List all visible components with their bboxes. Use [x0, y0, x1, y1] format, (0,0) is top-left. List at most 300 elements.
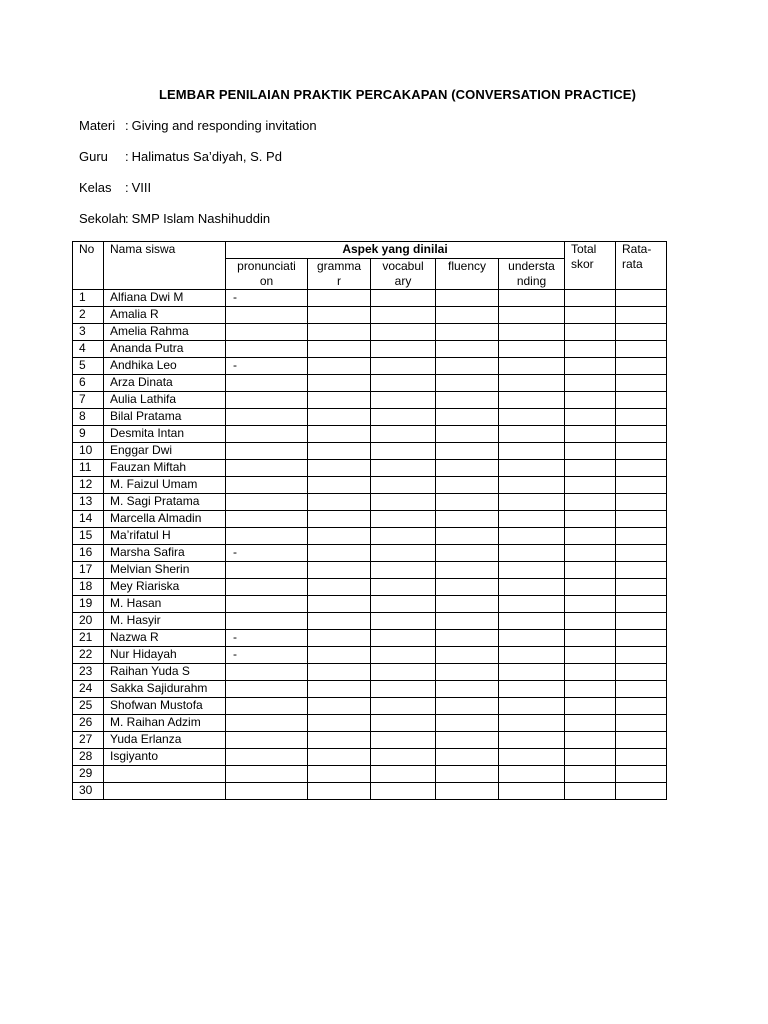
total-score: [565, 630, 616, 647]
score-vocabulary: [371, 341, 436, 358]
total-score: [565, 528, 616, 545]
score-grammar: [308, 460, 371, 477]
average-score: [616, 307, 667, 324]
score-grammar: [308, 732, 371, 749]
table-row: [73, 715, 667, 732]
score-pronunciation: -: [226, 290, 308, 307]
table-row: [73, 324, 667, 341]
score-understanding: [499, 715, 565, 732]
average-score: [616, 732, 667, 749]
total-score: [565, 698, 616, 715]
score-fluency: [436, 392, 499, 409]
total-score: [565, 494, 616, 511]
score-pronunciation: [226, 562, 308, 579]
total-score: [565, 596, 616, 613]
score-grammar: [308, 664, 371, 681]
score-pronunciation: [226, 477, 308, 494]
row-number: 29: [73, 766, 104, 783]
total-score: [565, 290, 616, 307]
table-row: [73, 409, 667, 426]
header-no: No: [73, 242, 104, 290]
score-understanding: [499, 681, 565, 698]
table-row: [73, 290, 667, 307]
header-aspect-fluency: fluency: [436, 259, 499, 290]
score-fluency: [436, 528, 499, 545]
score-grammar: [308, 341, 371, 358]
score-vocabulary: [371, 732, 436, 749]
student-name: Amalia R: [104, 307, 226, 324]
table-row: [73, 375, 667, 392]
average-score: [616, 477, 667, 494]
table-row: [73, 664, 667, 681]
row-number: 20: [73, 613, 104, 630]
header-aspect-group: Aspek yang dinilai: [226, 242, 565, 259]
score-vocabulary: [371, 358, 436, 375]
student-name: M. Hasan: [104, 596, 226, 613]
average-score: [616, 698, 667, 715]
student-name: Enggar Dwi: [104, 443, 226, 460]
average-score: [616, 290, 667, 307]
row-number: 6: [73, 375, 104, 392]
score-pronunciation: [226, 715, 308, 732]
score-pronunciation: -: [226, 358, 308, 375]
row-number: 28: [73, 749, 104, 766]
score-grammar: [308, 783, 371, 800]
average-score: [616, 664, 667, 681]
average-score: [616, 749, 667, 766]
student-name: M. Faizul Umam: [104, 477, 226, 494]
score-pronunciation: [226, 749, 308, 766]
total-score: [565, 783, 616, 800]
student-name: Arza Dinata: [104, 375, 226, 392]
score-grammar: [308, 545, 371, 562]
score-vocabulary: [371, 528, 436, 545]
score-grammar: [308, 698, 371, 715]
score-vocabulary: [371, 579, 436, 596]
score-grammar: [308, 443, 371, 460]
info-label: Materi: [79, 118, 116, 133]
score-fluency: [436, 511, 499, 528]
row-number: 21: [73, 630, 104, 647]
score-vocabulary: [371, 545, 436, 562]
score-understanding: [499, 426, 565, 443]
row-number: 8: [73, 409, 104, 426]
student-name: Desmita Intan: [104, 426, 226, 443]
average-score: [616, 460, 667, 477]
header-aspect-vocabulary: vocabul ary: [371, 259, 436, 290]
average-score: [616, 715, 667, 732]
score-grammar: [308, 596, 371, 613]
total-score: [565, 443, 616, 460]
score-fluency: [436, 409, 499, 426]
table-row: [73, 562, 667, 579]
score-grammar: [308, 426, 371, 443]
score-vocabulary: [371, 664, 436, 681]
row-number: 13: [73, 494, 104, 511]
row-number: 22: [73, 647, 104, 664]
score-vocabulary: [371, 715, 436, 732]
score-pronunciation: [226, 341, 308, 358]
score-pronunciation: [226, 783, 308, 800]
total-score: [565, 732, 616, 749]
table-row: [73, 307, 667, 324]
score-fluency: [436, 443, 499, 460]
score-pronunciation: -: [226, 545, 308, 562]
score-vocabulary: [371, 460, 436, 477]
score-understanding: [499, 460, 565, 477]
score-vocabulary: [371, 647, 436, 664]
student-name: Aulia Lathifa: [104, 392, 226, 409]
score-pronunciation: -: [226, 647, 308, 664]
score-pronunciation: [226, 528, 308, 545]
student-name: [104, 783, 226, 800]
score-fluency: [436, 732, 499, 749]
score-fluency: [436, 715, 499, 732]
total-score: [565, 664, 616, 681]
student-name: Andhika Leo: [104, 358, 226, 375]
score-understanding: [499, 698, 565, 715]
row-number: 10: [73, 443, 104, 460]
score-understanding: [499, 494, 565, 511]
total-score: [565, 749, 616, 766]
row-number: 3: [73, 324, 104, 341]
row-number: 5: [73, 358, 104, 375]
table-row: [73, 358, 667, 375]
table-row: [73, 511, 667, 528]
student-name: Ananda Putra: [104, 341, 226, 358]
score-pronunciation: -: [226, 630, 308, 647]
score-pronunciation: [226, 494, 308, 511]
score-fluency: [436, 290, 499, 307]
row-number: 26: [73, 715, 104, 732]
score-pronunciation: [226, 307, 308, 324]
info-value: Halimatus Sa’diyah, S. Pd: [131, 149, 282, 164]
header-aspect-grammar: gramma r: [308, 259, 371, 290]
average-score: [616, 630, 667, 647]
score-grammar: [308, 307, 371, 324]
info-value: SMP Islam Nashihuddin: [131, 211, 271, 226]
average-score: [616, 324, 667, 341]
row-number: 15: [73, 528, 104, 545]
info-sekolah: Sekolah: SMP Islam Nashihuddin: [79, 211, 271, 226]
average-score: [616, 579, 667, 596]
score-vocabulary: [371, 290, 436, 307]
score-fluency: [436, 358, 499, 375]
score-vocabulary: [371, 783, 436, 800]
score-vocabulary: [371, 630, 436, 647]
score-vocabulary: [371, 494, 436, 511]
score-grammar: [308, 749, 371, 766]
student-name: M. Hasyir: [104, 613, 226, 630]
table-row: [73, 460, 667, 477]
table-row: [73, 494, 667, 511]
score-fluency: [436, 477, 499, 494]
score-fluency: [436, 596, 499, 613]
row-number: 2: [73, 307, 104, 324]
total-score: [565, 409, 616, 426]
average-score: [616, 341, 667, 358]
table-row: [73, 426, 667, 443]
student-name: Mey Riariska: [104, 579, 226, 596]
student-name: M. Raihan Adzim: [104, 715, 226, 732]
total-score: [565, 766, 616, 783]
table-row: [73, 392, 667, 409]
student-name: Alfiana Dwi M: [104, 290, 226, 307]
score-understanding: [499, 562, 565, 579]
score-understanding: [499, 477, 565, 494]
student-name: Marsha Safira: [104, 545, 226, 562]
row-number: 9: [73, 426, 104, 443]
average-score: [616, 528, 667, 545]
score-fluency: [436, 426, 499, 443]
score-fluency: [436, 664, 499, 681]
row-number: 25: [73, 698, 104, 715]
score-vocabulary: [371, 511, 436, 528]
student-name: Yuda Erlanza: [104, 732, 226, 749]
table-row: [73, 477, 667, 494]
table-row: [73, 443, 667, 460]
average-score: [616, 545, 667, 562]
total-score: [565, 358, 616, 375]
info-label: Guru: [79, 149, 108, 164]
score-pronunciation: [226, 664, 308, 681]
info-value: VIII: [131, 180, 152, 195]
score-fluency: [436, 783, 499, 800]
score-understanding: [499, 528, 565, 545]
score-pronunciation: [226, 732, 308, 749]
total-score: [565, 715, 616, 732]
total-score: [565, 613, 616, 630]
score-pronunciation: [226, 681, 308, 698]
score-understanding: [499, 545, 565, 562]
score-vocabulary: [371, 426, 436, 443]
header-aspect-pronunciation: pronunciati on: [226, 259, 308, 290]
score-fluency: [436, 579, 499, 596]
average-score: [616, 511, 667, 528]
table-row: [73, 766, 667, 783]
average-score: [616, 681, 667, 698]
score-vocabulary: [371, 324, 436, 341]
score-pronunciation: [226, 766, 308, 783]
score-fluency: [436, 307, 499, 324]
row-number: 19: [73, 596, 104, 613]
row-number: 18: [73, 579, 104, 596]
student-name: Raihan Yuda S: [104, 664, 226, 681]
info-value: Giving and responding invitation: [131, 118, 317, 133]
student-name: Fauzan Miftah: [104, 460, 226, 477]
student-name: Marcella Almadin: [104, 511, 226, 528]
score-pronunciation: [226, 375, 308, 392]
score-grammar: [308, 375, 371, 392]
score-fluency: [436, 494, 499, 511]
score-grammar: [308, 290, 371, 307]
row-number: 24: [73, 681, 104, 698]
average-score: [616, 409, 667, 426]
score-pronunciation: [226, 409, 308, 426]
score-understanding: [499, 511, 565, 528]
score-pronunciation: [226, 698, 308, 715]
total-score: [565, 562, 616, 579]
score-pronunciation: [226, 511, 308, 528]
total-score: [565, 460, 616, 477]
average-score: [616, 375, 667, 392]
score-grammar: [308, 528, 371, 545]
average-score: [616, 358, 667, 375]
total-score: [565, 324, 616, 341]
score-vocabulary: [371, 477, 436, 494]
score-vocabulary: [371, 596, 436, 613]
info-materi: Materi : Giving and responding invitation: [79, 118, 317, 133]
total-score: [565, 341, 616, 358]
score-grammar: [308, 409, 371, 426]
total-score: [565, 392, 616, 409]
score-grammar: [308, 647, 371, 664]
average-score: [616, 783, 667, 800]
total-score: [565, 647, 616, 664]
score-vocabulary: [371, 562, 436, 579]
info-kelas: Kelas : VIII: [79, 180, 152, 195]
score-understanding: [499, 630, 565, 647]
student-name: Sakka Sajidurahm: [104, 681, 226, 698]
score-vocabulary: [371, 613, 436, 630]
average-score: [616, 647, 667, 664]
score-understanding: [499, 579, 565, 596]
score-vocabulary: [371, 392, 436, 409]
header-average: Rata- rata: [616, 242, 667, 290]
score-fluency: [436, 749, 499, 766]
score-understanding: [499, 358, 565, 375]
score-vocabulary: [371, 749, 436, 766]
score-fluency: [436, 630, 499, 647]
score-vocabulary: [371, 443, 436, 460]
score-understanding: [499, 613, 565, 630]
score-grammar: [308, 630, 371, 647]
row-number: 27: [73, 732, 104, 749]
score-pronunciation: [226, 596, 308, 613]
score-grammar: [308, 579, 371, 596]
table-row: [73, 579, 667, 596]
score-grammar: [308, 511, 371, 528]
average-score: [616, 392, 667, 409]
score-pronunciation: [226, 392, 308, 409]
score-fluency: [436, 341, 499, 358]
table-row: [73, 732, 667, 749]
score-vocabulary: [371, 375, 436, 392]
score-understanding: [499, 409, 565, 426]
row-number: 4: [73, 341, 104, 358]
score-understanding: [499, 749, 565, 766]
score-vocabulary: [371, 307, 436, 324]
student-name: [104, 766, 226, 783]
row-number: 16: [73, 545, 104, 562]
score-grammar: [308, 477, 371, 494]
info-label: Kelas: [79, 180, 112, 195]
score-fluency: [436, 647, 499, 664]
table-row: [73, 681, 667, 698]
average-score: [616, 443, 667, 460]
score-understanding: [499, 596, 565, 613]
score-understanding: [499, 375, 565, 392]
table-row: [73, 698, 667, 715]
score-fluency: [436, 613, 499, 630]
total-score: [565, 545, 616, 562]
score-pronunciation: [226, 324, 308, 341]
student-name: Nur Hidayah: [104, 647, 226, 664]
student-name: M. Sagi Pratama: [104, 494, 226, 511]
score-vocabulary: [371, 681, 436, 698]
score-understanding: [499, 647, 565, 664]
student-name: Ma’rifatul H: [104, 528, 226, 545]
student-name: Bilal Pratama: [104, 409, 226, 426]
score-vocabulary: [371, 409, 436, 426]
row-number: 30: [73, 783, 104, 800]
score-fluency: [436, 698, 499, 715]
student-name: Melvian Sherin: [104, 562, 226, 579]
score-understanding: [499, 766, 565, 783]
score-grammar: [308, 392, 371, 409]
student-name: Nazwa R: [104, 630, 226, 647]
table-row: [73, 341, 667, 358]
average-score: [616, 494, 667, 511]
score-fluency: [436, 562, 499, 579]
score-grammar: [308, 358, 371, 375]
score-understanding: [499, 443, 565, 460]
score-pronunciation: [226, 579, 308, 596]
header-aspect-understanding: understa nding: [499, 259, 565, 290]
total-score: [565, 579, 616, 596]
total-score: [565, 477, 616, 494]
average-score: [616, 766, 667, 783]
row-number: 14: [73, 511, 104, 528]
total-score: [565, 375, 616, 392]
score-fluency: [436, 324, 499, 341]
row-number: 1: [73, 290, 104, 307]
score-fluency: [436, 766, 499, 783]
header-total: Total skor: [565, 242, 616, 290]
table-row: [73, 749, 667, 766]
score-grammar: [308, 766, 371, 783]
average-score: [616, 426, 667, 443]
row-number: 7: [73, 392, 104, 409]
average-score: [616, 562, 667, 579]
header-name: Nama siswa: [104, 242, 226, 290]
score-grammar: [308, 715, 371, 732]
score-understanding: [499, 664, 565, 681]
table-row: [73, 613, 667, 630]
assessment-table: [72, 241, 667, 800]
row-number: 12: [73, 477, 104, 494]
row-number: 11: [73, 460, 104, 477]
table-row: [73, 630, 667, 647]
info-guru: Guru : Halimatus Sa’diyah, S. Pd: [79, 149, 282, 164]
score-grammar: [308, 562, 371, 579]
score-understanding: [499, 324, 565, 341]
row-number: 23: [73, 664, 104, 681]
score-grammar: [308, 324, 371, 341]
row-number: 17: [73, 562, 104, 579]
table-row: [73, 528, 667, 545]
total-score: [565, 511, 616, 528]
score-pronunciation: [226, 426, 308, 443]
score-understanding: [499, 732, 565, 749]
table-row: [73, 647, 667, 664]
score-vocabulary: [371, 698, 436, 715]
score-understanding: [499, 783, 565, 800]
table-row: [73, 545, 667, 562]
table-row: [73, 596, 667, 613]
info-label: Sekolah: [79, 211, 126, 226]
score-vocabulary: [371, 766, 436, 783]
